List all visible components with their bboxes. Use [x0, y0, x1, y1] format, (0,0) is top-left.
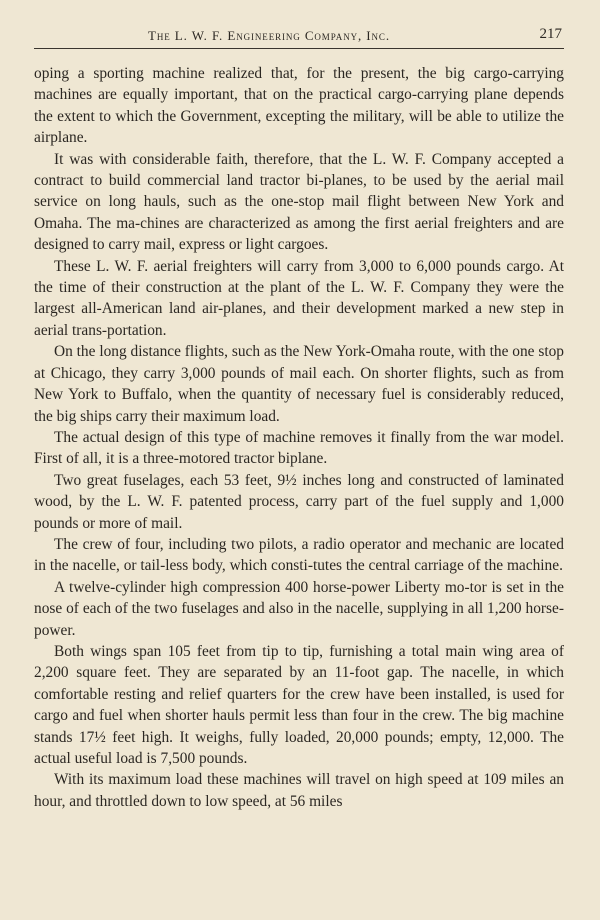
paragraph-8: A twelve-cylinder high compression 400 horse-power Liberty mo-tor is set in the nose of each of the two fuselages and also in the nacelle, supplying in all 1,200 horse-power.: [34, 578, 564, 639]
running-header: [34, 26, 564, 49]
running-title: The L. W. F. Engineering Company, Inc.: [148, 28, 390, 43]
paragraph-3: These L. W. F. aerial freighters will carry from 3,000 to 6,000 pounds cargo. At the time of their construction at the plant of the L. W. F. Company they were the largest all-American land air-planes, and their development marked a new step in aerial trans-portation.: [34, 257, 564, 339]
paragraph-7: The crew of four, including two pilots, a radio operator and mechanic are located in the nacelle, or tail-less body, which consti-tutes the central carriage of the machine.: [34, 535, 564, 575]
paragraph-6: Two great fuselages, each 53 feet, 9½ inches long and constructed of laminated wood, by the L. W. F. patented process, carry part of the fuel supply and 1,000 pounds or more of mail.: [34, 471, 564, 532]
paragraph-1: oping a sporting machine realized that, for the present, the big cargo-carrying machines are equally important, that on the practical cargo-carrying plane depends the extent to which the Government, excepting the military, will be able to utilize the airplane.: [34, 65, 564, 147]
body-text: [34, 63, 564, 812]
paragraph-9: Both wings span 105 feet from tip to tip, furnishing a total main wing area of 2,200 square feet. They are separated by an 11-foot gap. The nacelle, in which comfortable resting and relief quarters for the crew have been installed, is used for cargo and fuel when shorter hauls permit less than four in the crew. The big machine stands 17½ feet high. It weighs, fully loaded, 20,000 pounds; empty, 12,000. The actual useful load is 7,500 pounds.: [34, 642, 564, 767]
page-number: 217: [539, 26, 562, 42]
paragraph-5: The actual design of this type of machine removes it finally from the war model. First of all, it is a three-motored tractor biplane.: [34, 428, 564, 468]
paragraph-2: It was with considerable faith, therefore, that the L. W. F. Company accepted a contract to build commercial land tractor bi-planes, to be used by the aerial mail service on long hauls, such as the one-stop mail flight between New York and Omaha. The ma-chines are characterized as among the first aerial freighters and are designed to carry mail, express or light cargoes.: [34, 150, 564, 254]
paragraph-4: On the long distance flights, such as the New York-Omaha route, with the one stop at Chicago, they carry 3,000 pounds of mail each. On shorter flights, such as from New York to Buffalo, when the quantity of necessary fuel is considerably reduced, the big ships carry their maximum load.: [34, 343, 564, 425]
paragraph-10: With its maximum load these machines will travel on high speed at 109 miles an hour, and throttled down to low speed, at 56 miles: [34, 771, 564, 810]
